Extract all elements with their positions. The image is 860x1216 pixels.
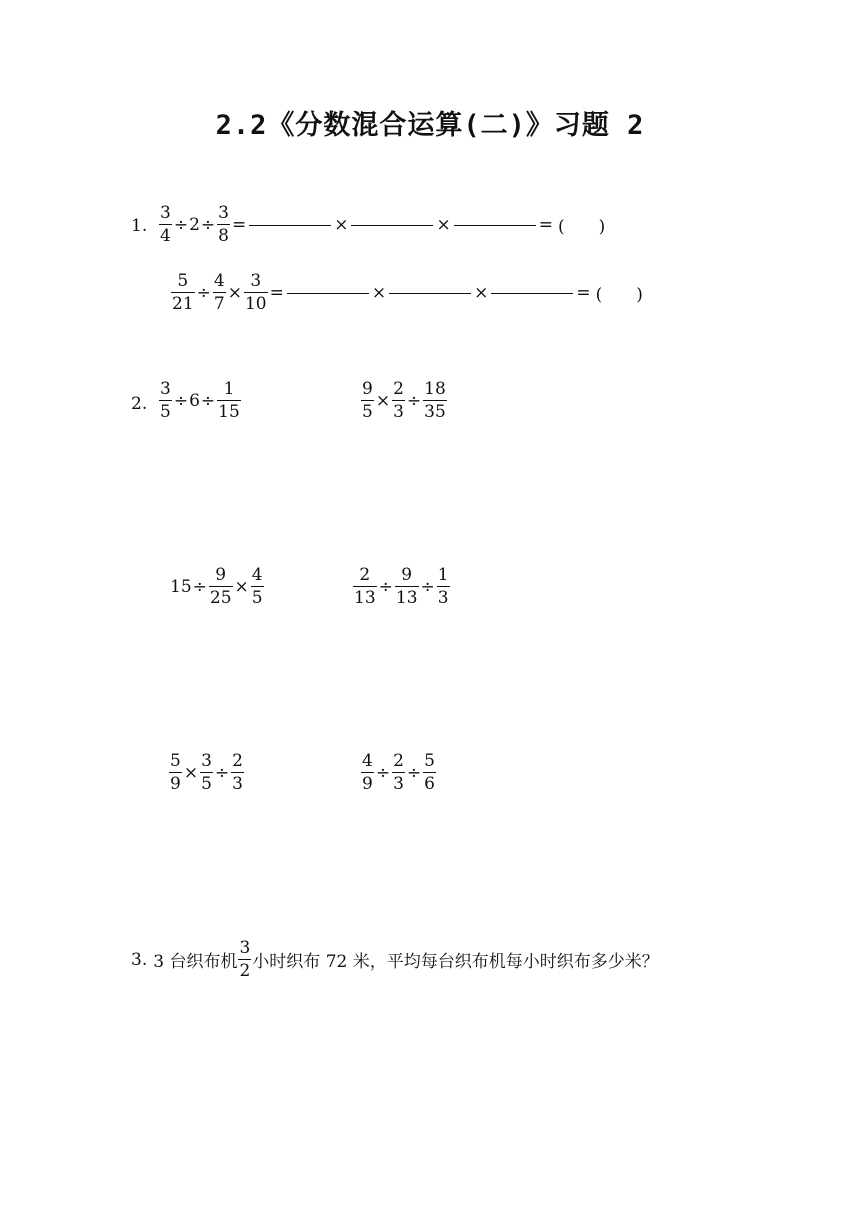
- equals-sign: =: [231, 214, 247, 235]
- divide-sign: ÷: [406, 390, 422, 411]
- divide-sign: ÷: [214, 762, 230, 783]
- fraction: $\frac{2}{3}$: [393, 379, 404, 422]
- fraction: $\frac{5}{6}$: [424, 751, 435, 794]
- answer-blank: [491, 293, 573, 294]
- fraction: $\frac{18}{35}$: [424, 379, 446, 422]
- answer-blank: [351, 225, 433, 226]
- q3-text-after: 小时织布 72 米，平均每台织布机每小时织布多少米？: [252, 952, 659, 972]
- fraction: $\frac{3}{8}$: [218, 203, 229, 246]
- fraction: $\frac{2}{13}$: [354, 565, 376, 608]
- fraction: $\frac{3}{5}$: [160, 379, 171, 422]
- fraction: $\frac{4}{5}$: [251, 565, 263, 608]
- q2-expression-5: [168, 752, 245, 793]
- divide-sign: ÷: [406, 762, 422, 783]
- page-title: 2.2《分数混合运算(二)》习题 2: [215, 110, 645, 141]
- divide-sign: ÷: [200, 390, 216, 411]
- divide-sign: ÷: [196, 282, 211, 303]
- fraction: $\frac{1}{3}$: [437, 565, 449, 608]
- fraction: $\frac{2}{3}$: [232, 751, 243, 794]
- fraction: $\frac{2}{3}$: [393, 751, 404, 794]
- q3-text-before: 3 台织布机: [153, 952, 238, 972]
- q1-line2-expression: [170, 272, 643, 313]
- divide-sign: ÷: [173, 390, 189, 411]
- whole-number: 15: [170, 576, 192, 597]
- times-sign: ×: [183, 762, 199, 783]
- equals-sign: =: [538, 214, 553, 235]
- fraction: $\frac{3}{2}$: [239, 938, 251, 981]
- fraction: $\frac{9}{13}$: [395, 565, 418, 608]
- answer-blank: [249, 225, 331, 226]
- fraction: $\frac{1}{15}$: [218, 379, 240, 422]
- times-sign: ×: [334, 214, 349, 235]
- whole-number: 6: [189, 390, 200, 411]
- answer-blank: [454, 225, 536, 226]
- fraction: $\frac{3}{10}$: [244, 271, 267, 314]
- divide-sign: ÷: [192, 576, 207, 597]
- divide-sign: ÷: [173, 214, 189, 235]
- fraction: $\frac{5}{9}$: [170, 751, 181, 794]
- q3-word-problem: [131, 939, 659, 980]
- q2-expression-6: [360, 752, 437, 793]
- q2-expression-1: [158, 380, 242, 421]
- q2-expression-4: [352, 566, 451, 607]
- q2-expression-2: [360, 380, 448, 421]
- fraction: $\frac{5}{21}$: [172, 271, 194, 314]
- answer-blank: [389, 293, 471, 294]
- times-sign: ×: [375, 390, 391, 411]
- q3-number: 3.: [131, 949, 148, 970]
- times-sign: ×: [474, 282, 489, 303]
- times-sign: ×: [371, 282, 387, 303]
- equals-sign: =: [576, 282, 591, 303]
- divide-sign: ÷: [378, 576, 393, 597]
- times-sign: ×: [227, 282, 242, 303]
- fraction: $\frac{3}{5}$: [201, 751, 212, 794]
- q2-expression-3: [170, 566, 265, 607]
- answer-parentheses: ( ): [595, 285, 643, 305]
- fraction: $\frac{9}{25}$: [209, 565, 232, 608]
- fraction: $\frac{9}{5}$: [362, 379, 373, 422]
- divide-sign: ÷: [200, 214, 216, 235]
- answer-parentheses: ( ): [557, 217, 606, 237]
- times-sign: ×: [234, 576, 249, 597]
- whole-number: 2: [189, 214, 200, 235]
- q2-number: 2.: [131, 394, 148, 414]
- q1-number: 1.: [131, 216, 148, 236]
- times-sign: ×: [436, 214, 451, 235]
- equals-sign: =: [269, 282, 284, 303]
- fraction: $\frac{4}{9}$: [362, 751, 373, 794]
- answer-blank: [287, 293, 369, 294]
- divide-sign: ÷: [420, 576, 435, 597]
- fraction: $\frac{3}{4}$: [160, 203, 171, 246]
- q1-line1-expression: [158, 204, 605, 245]
- divide-sign: ÷: [375, 762, 391, 783]
- fraction: $\frac{4}{7}$: [213, 271, 225, 314]
